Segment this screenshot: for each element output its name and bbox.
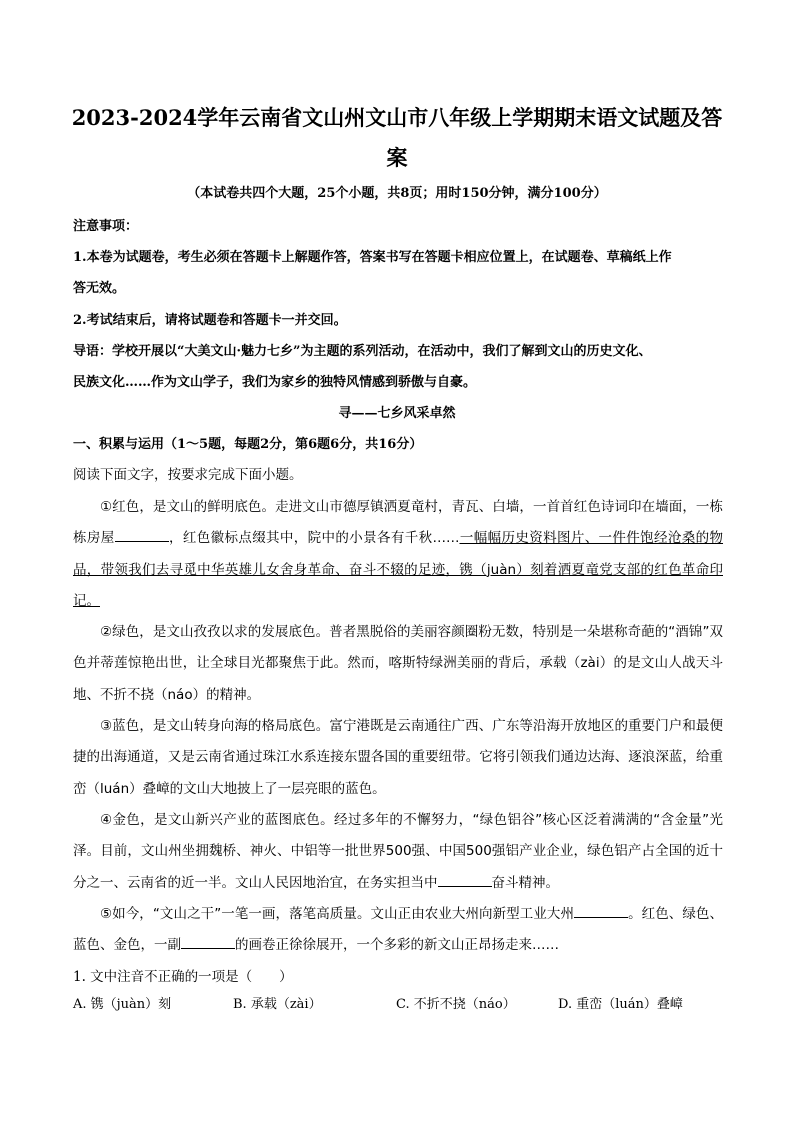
notice-item-1: 1.本卷为试题卷，考生必须在答题卡上解题作答，答案书写在答题卡相应位置上，在试题卷、草稿纸上作 bbox=[73, 250, 672, 265]
fill-blank-1 bbox=[115, 529, 169, 542]
option-b[interactable]: B. 承载（zài） bbox=[233, 997, 322, 1012]
question-1-stem: 1. 文中注音不正确的一项是（ ） bbox=[73, 969, 293, 985]
p5-text-b: 。红色、绿色、蓝色、金色，一副 bbox=[73, 906, 724, 954]
passage-paragraph-3: ③蓝色，是文山转身向海的格局底色。富宁港既是云南通往广西、广东等沿海开放地区的重要门户和最便捷的出海通道，又是云南省通过珠江水系连接东盟各国的重要纽带。它将引领我们通边达海、逐浪深蓝，给重峦（luán）叠嶂的文山大地披上了一层亮眼的蓝色。 bbox=[73, 718, 723, 797]
passage-paragraph-4 bbox=[73, 805, 723, 899]
notice-item-2: 2.考试结束后，请将试题卷和答题卡一并交回。 bbox=[73, 313, 347, 328]
passage-paragraph-5 bbox=[73, 899, 723, 962]
p4-text-a: ④金色，是文山新兴产业的蓝图底色。经过多年的不懈努力，“绿色铝谷”核心区泛着满满的“含金量”光泽。目前，文山州坐拥魏桥、神火、中铝等一批世界500强、中国500强铝产业企业，绿色铝产占全国的近十分之一、云南省的近一半。文山人民因地治宜，在务实担当中 bbox=[73, 812, 723, 891]
option-c[interactable]: C. 不折不挠（náo） bbox=[396, 997, 516, 1012]
passage-paragraph-2: ②绿色，是文山孜孜以求的发展底色。普者黑脱俗的美丽容颜圈粉无数，特别是一朵堪称奇葩的“酒锦”双色并蒂莲惊艳出世，让全球目光都聚焦于此。然而，喀斯特绿洲美丽的背后，承载（zài）的是文山人战天斗地、不折不挠（náo）的精神。 bbox=[73, 624, 723, 703]
option-d[interactable]: D. 重峦（luán）叠嶂 bbox=[558, 997, 683, 1012]
notice-heading: 注意事项： bbox=[73, 219, 139, 234]
option-a[interactable]: A. 镌（juàn）刻 bbox=[73, 997, 172, 1012]
part-heading: 一、积累与运用（1～5题，每题2分，第6题6分，共16分） bbox=[73, 437, 423, 452]
p5-text-a: ⑤如今，“文山之干”一笔一画，落笔高质量。文山正由农业大州向新型工业大州 bbox=[100, 906, 575, 922]
fill-blank-2 bbox=[438, 874, 492, 887]
intro-line-2: 民族文化……作为文山学子，我们为家乡的独特风情感到骄傲与自豪。 bbox=[73, 375, 477, 390]
notice-item-1-cont: 答无效。 bbox=[73, 281, 126, 296]
underlined-sentence: 一幅幅历史资料图片、一件件饱经沧桑的物品，带领我们去寻觅中华英雄儿女舍身革命、奋斗不辍的足迹，镌（juàn）刻着洒夏竜党支部的红色革命印记。 bbox=[73, 530, 724, 609]
page-title: 2023-2024学年云南省文山州文山市八年级上学期期末语文试题及答案 bbox=[71, 105, 723, 170]
intro-line-1: 导语：学校开展以“大美文山·魅力七乡”为主题的系列活动，在活动中，我们了解到文山的历史文化、 bbox=[73, 344, 652, 359]
p1-text-a: ①红色，是文山的鲜明底色。走进文山市德厚镇洒夏竜村，青瓦、白墙，一首首红色诗词印在墙面，一栋栋房屋 bbox=[73, 499, 723, 547]
fill-blank-4 bbox=[181, 936, 235, 949]
reading-instruction: 阅读下面文字，按要求完成下面小题。 bbox=[73, 467, 303, 483]
p4-text-b: 奋斗精神。 bbox=[491, 874, 559, 891]
p5-text-c: 的画卷正徐徐展开，一个多彩的新文山正昂扬走来…… bbox=[235, 937, 559, 954]
p1-text-b: ，红色徽标点缀其中，院中的小景各有千秋…… bbox=[168, 530, 460, 547]
exam-info: （本试卷共四个大题，25个小题，共8页；用时150分钟，满分100分） bbox=[187, 186, 607, 201]
section-title: 寻——七乡风采卓然 bbox=[338, 406, 456, 421]
fill-blank-3 bbox=[574, 905, 628, 918]
passage-paragraph-1 bbox=[73, 492, 723, 617]
